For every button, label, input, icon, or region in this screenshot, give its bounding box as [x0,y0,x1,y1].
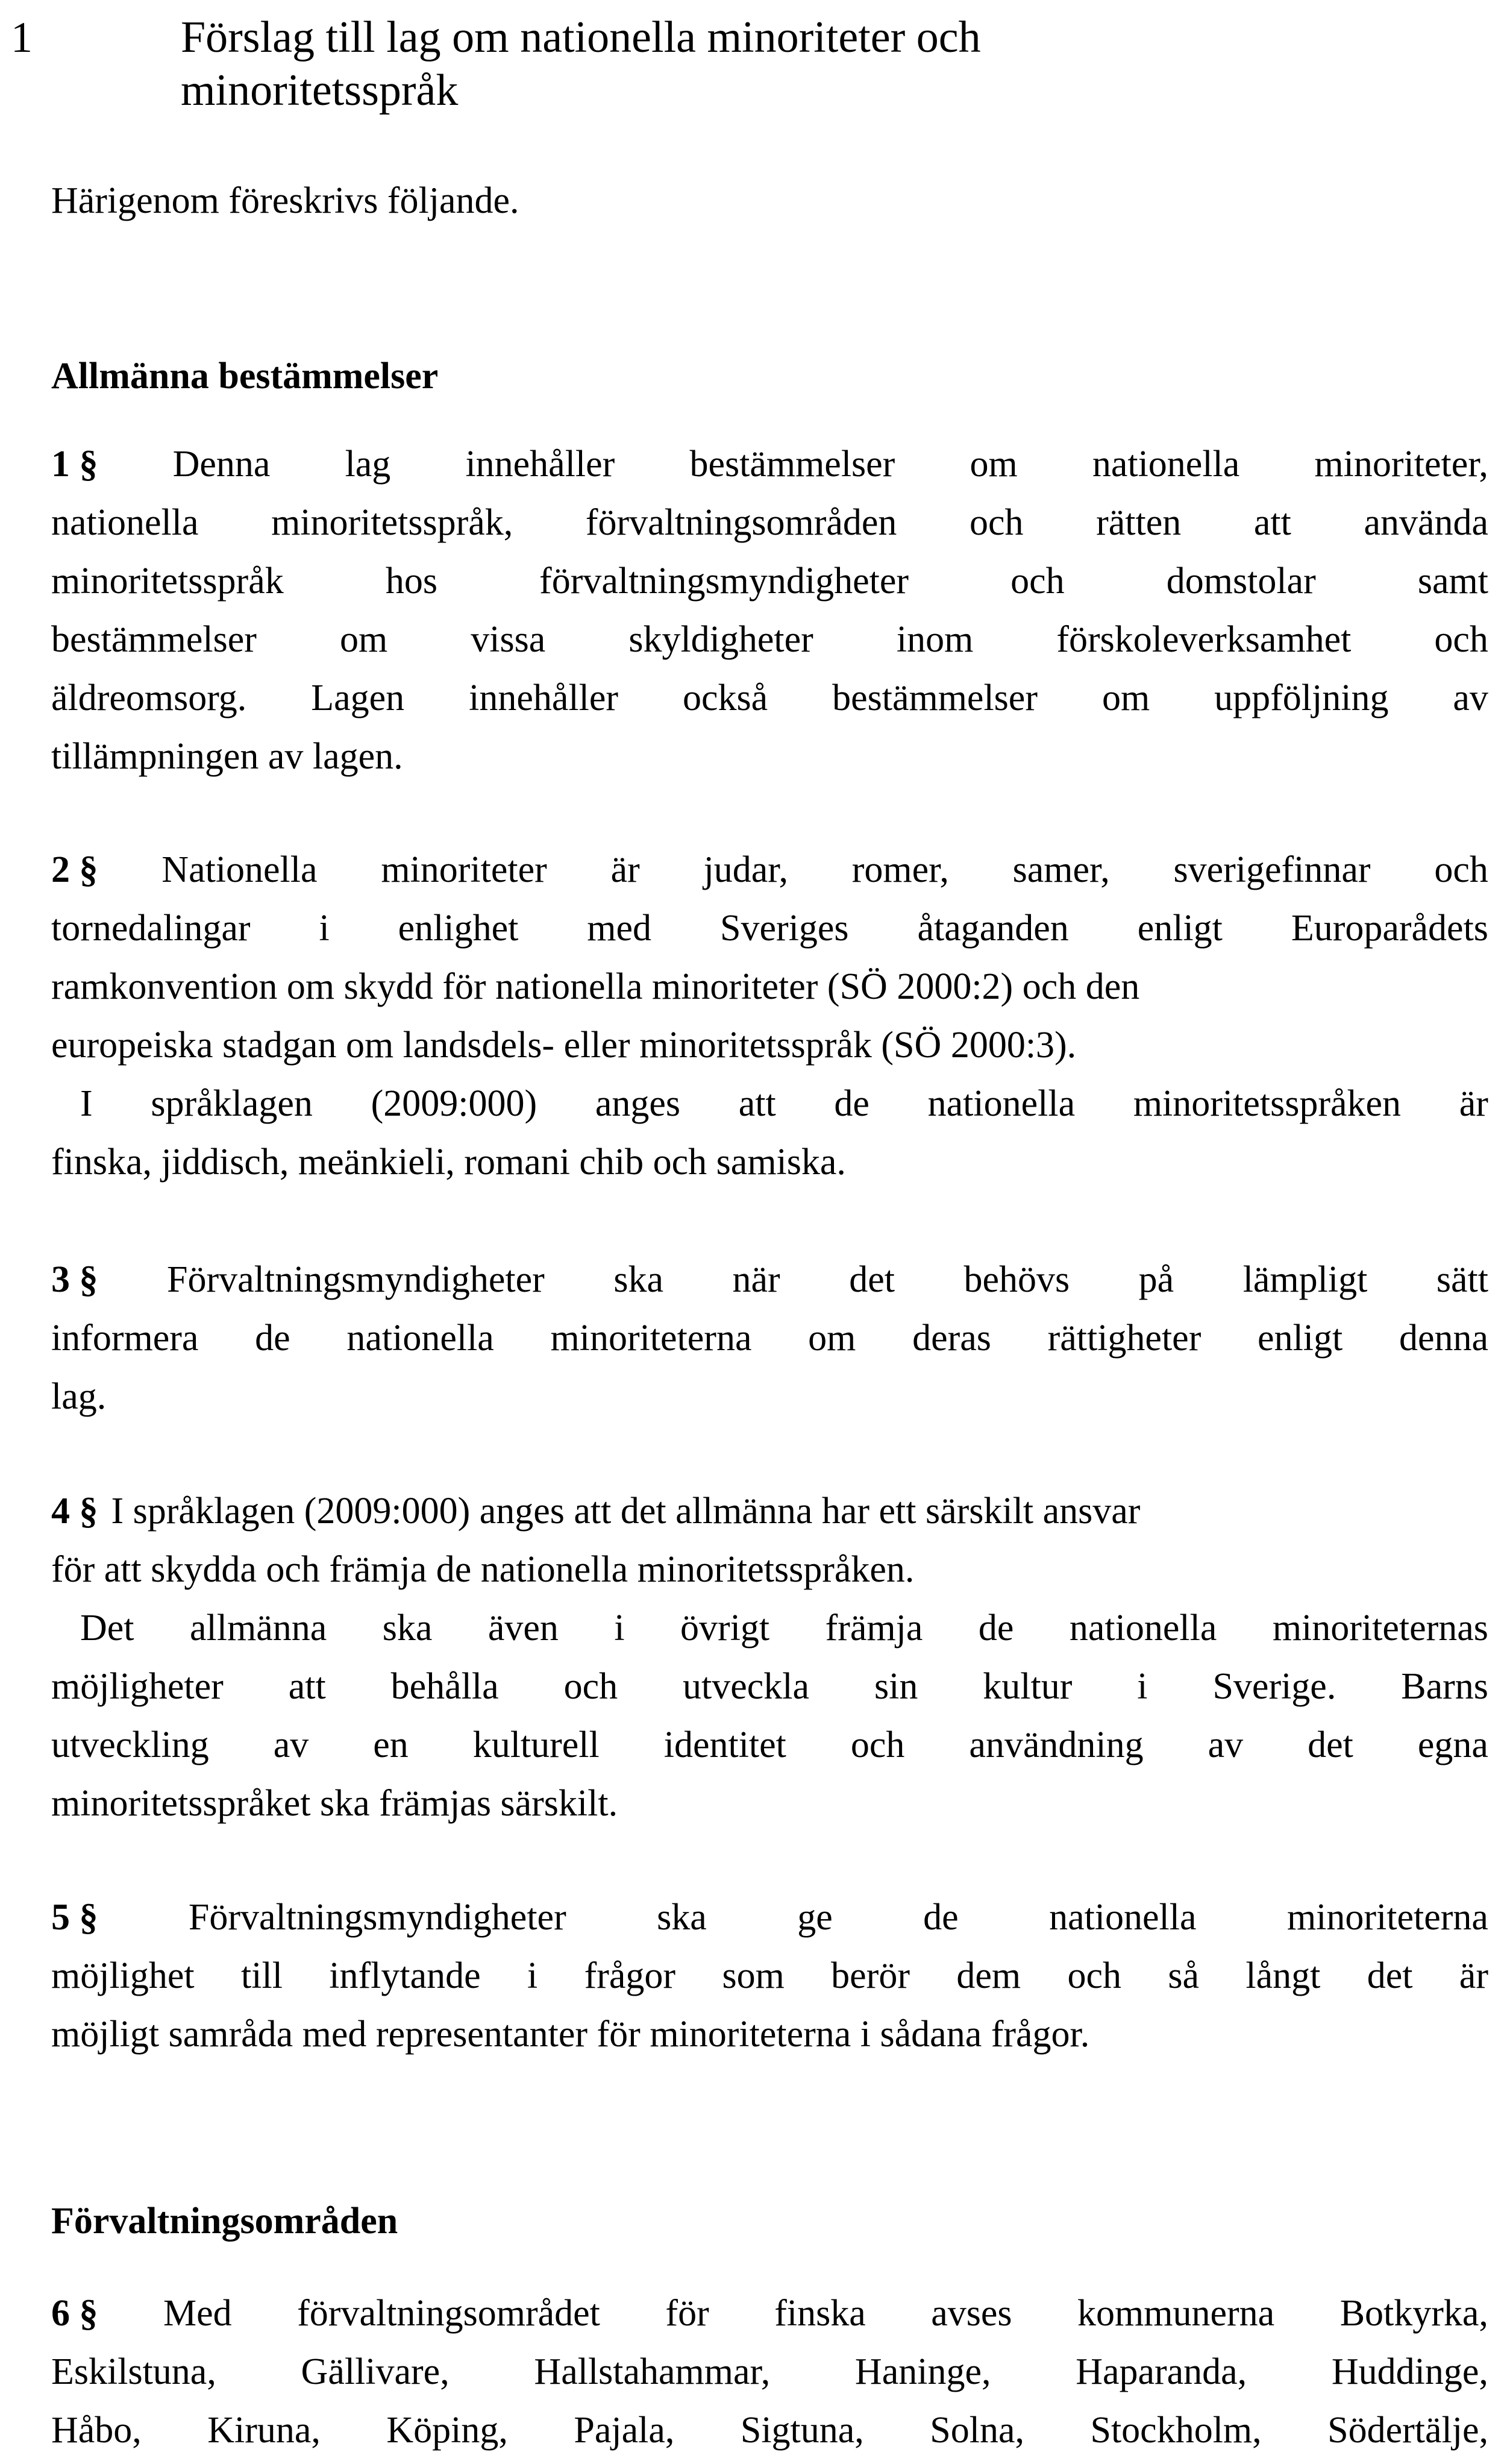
section-1-line-1 [51,435,1488,494]
w: I [80,1083,93,1124]
w: minoritetsspråken [1133,1083,1402,1124]
section-2-sub-line-1 [51,1075,1488,1133]
w: berör [831,1955,910,1996]
chapter-number: 1 [11,13,33,61]
w: i [527,1955,538,1996]
w: enligt [1258,1318,1343,1359]
w: I språklagen (2009:000) anges att det allmänna har ett särskilt ansvar [111,1491,1141,1532]
w: Huddinge, [1331,2351,1488,2392]
heading-administrative-areas: Förvaltningsområden [51,2201,398,2242]
w: Lagen [311,677,405,718]
w: Hallstahammar, [534,2351,771,2392]
w: ska [657,1897,707,1938]
w: Pajala, [574,2410,675,2451]
w: som [722,1955,785,1996]
w: i [319,908,330,949]
w: och [1434,619,1488,660]
w: innehåller [469,677,619,718]
w: lämpligt [1242,1259,1368,1300]
section-3-line-1 [51,1251,1488,1309]
w: möjlighet [51,1955,195,1996]
section-4-line-2 [51,1541,1488,1599]
w: bestämmelser [689,444,895,485]
w: identitet [663,1724,786,1765]
w: även [487,1608,559,1648]
w: är [610,849,640,890]
w: i [1137,1666,1148,1707]
w: ska [382,1608,433,1648]
section-2-line-2 [51,899,1488,958]
w: använda [1364,502,1488,543]
w: av [1208,1724,1244,1765]
section-6-line-1 [51,2284,1488,2343]
w: inflytande [329,1955,481,1996]
w: utveckling [51,1724,209,1765]
w: kultur [983,1666,1073,1707]
section-2-line-1 [51,841,1488,899]
w: minoriteter, [1314,444,1488,485]
w: förvaltningsområden [585,502,897,543]
preamble-text: Härigenom föreskrivs följande. [51,180,519,221]
w: lag [345,444,391,485]
section-2-sub-line-2 [51,1133,1488,1192]
w: minoriteterna [550,1318,752,1359]
w: tillämpningen av lagen. [51,736,403,777]
w: en [373,1724,409,1765]
w: det [849,1259,895,1300]
w: i [614,1608,625,1648]
w: Håbo, [51,2410,142,2451]
w: romer, [851,849,949,890]
w: Botkyrka, [1339,2293,1488,2334]
w: behålla [390,1666,499,1707]
w: enligt [1137,908,1223,949]
w: Köping, [386,2410,508,2451]
w: de [255,1318,290,1359]
w: Haninge, [854,2351,991,2392]
w: de [834,1083,869,1124]
w: sin [874,1666,918,1707]
w: informera [51,1318,199,1359]
w: Förvaltningsmyndigheter [188,1897,566,1938]
w: kulturell [472,1724,600,1765]
w: avses [931,2293,1012,2334]
w: hos [385,561,437,602]
w: av [1453,677,1488,718]
w: möjligheter [51,1666,224,1707]
w: Sverige. [1212,1666,1336,1707]
w: sverigefinnar [1173,849,1371,890]
w: nationella [927,1083,1076,1124]
w: och [1067,1955,1121,1996]
w: Det [80,1608,134,1648]
w: judar, [703,849,788,890]
w: det [1308,1724,1353,1765]
w: Solna, [930,2410,1024,2451]
w: åtaganden [917,908,1069,949]
w: är [1459,1955,1488,1996]
section-6-line-2 [51,2343,1488,2401]
w: när [732,1259,780,1300]
w: Nationella [161,849,318,890]
w: är [1459,1083,1488,1124]
section-2-line-4 [51,1016,1488,1075]
w: deras [912,1318,991,1359]
heading-general-provisions: Allmänna bestämmelser [51,356,439,397]
w: vissa [471,619,546,660]
section-1-line-6 [51,728,1488,786]
w: utveckla [683,1666,810,1707]
w: förvaltningsmyndigheter [539,561,909,602]
w: rättigheter [1047,1318,1202,1359]
w: minoriteternas [1272,1608,1488,1648]
w: finska, jiddisch, meänkieli, romani chib och samiska. [51,1142,846,1183]
section-1-line-3 [51,552,1488,611]
w: för [665,2293,709,2334]
w: Sigtuna, [740,2410,864,2451]
section-4-sub-line-4 [51,1774,1488,1833]
section-5-line-2 [51,1947,1488,2005]
w: Kiruna, [207,2410,321,2451]
w: Europarådets [1291,908,1488,949]
w: minoritetsspråk, [271,502,513,543]
section-6-line-3 [51,2401,1488,2460]
section-3-marker: 3 § [51,1259,98,1300]
w: ge [797,1897,833,1938]
w: möjligt samråda med representanter för minoriteterna i sådana frågor. [51,2014,1090,2055]
section-3-line-2 [51,1309,1488,1368]
w: skyldigheter [628,619,813,660]
section-1-line-4 [51,611,1488,669]
section-4 [51,1482,1488,1833]
w: till [241,1955,283,1996]
w: tornedalingar [51,908,251,949]
w: denna [1399,1318,1488,1359]
w: enlighet [398,908,519,949]
w: uppföljning [1214,677,1389,718]
w: minoriteterna [1286,1897,1488,1938]
w: nationella [1049,1897,1197,1938]
w: de [923,1897,959,1938]
section-1-line-2 [51,494,1488,552]
section-2-line-3 [51,958,1488,1016]
w: frågor [584,1955,676,1996]
w: om [808,1318,856,1359]
w: och [1010,561,1065,602]
section-2-marker: 2 § [51,849,98,890]
w: Denna [172,444,271,485]
w: nationella [51,502,199,543]
w: egna [1417,1724,1488,1765]
section-6 [51,2284,1488,2460]
w: med [587,908,652,949]
w: samt [1417,561,1488,602]
w: språklagen [151,1083,313,1124]
w: bestämmelser [51,619,257,660]
w: så [1168,1955,1199,1996]
w: dem [956,1955,1021,1996]
w: ramkonvention om skydd för nationella minoriteter (SÖ 2000:2) och den [51,966,1140,1007]
w: för att skydda och främja de nationella minoritetsspråken. [51,1549,915,1590]
w: förvaltningsområdet [297,2293,600,2334]
w: Barns [1401,1666,1488,1707]
w: minoritetsspråk [51,561,284,602]
w: finska [774,2293,866,2334]
w: Stockholm, [1090,2410,1262,2451]
w: samer, [1012,849,1110,890]
section-4-line-1 [51,1482,1488,1541]
page-title [181,11,1326,117]
section-4-sub-line-2 [51,1658,1488,1716]
section-5-line-3 [51,2005,1488,2064]
w: på [1138,1259,1174,1300]
w: Gällivare, [301,2351,450,2392]
w: minoriteter [381,849,547,890]
page-title-line-2: minoritetsspråk [181,66,459,115]
page-title-line-1: Förslag till lag om nationella minoriteter och [181,13,981,62]
w: ska [613,1259,663,1300]
w: behövs [963,1259,1070,1300]
w: det [1367,1955,1413,1996]
w: förskoleverksamhet [1056,619,1352,660]
w: Med [163,2293,232,2334]
section-1-marker: 1 § [51,444,98,485]
w: långt [1245,1955,1321,1996]
w: lag. [51,1376,107,1417]
w: att [288,1666,326,1707]
w: anges [595,1083,681,1124]
section-5-marker: 5 § [51,1897,98,1938]
w: också [682,677,768,718]
section-3 [51,1251,1488,1426]
w: de [978,1608,1014,1648]
w: rätten [1096,502,1182,543]
w: inom [896,619,974,660]
section-2 [51,841,1488,1192]
section-4-marker: 4 § [51,1491,98,1532]
w: nationella [1069,1608,1217,1648]
w: Sveriges [719,908,849,949]
w: övrigt [680,1608,770,1648]
w: domstolar [1166,561,1316,602]
section-1 [51,435,1488,786]
w: sätt [1436,1259,1488,1300]
w: främja [825,1608,923,1648]
w: om [1101,677,1150,718]
w: att [738,1083,776,1124]
w: europeiska stadgan om landsdels- eller minoritetsspråk (SÖ 2000:3). [51,1025,1077,1066]
section-3-line-3 [51,1368,1488,1426]
w: av [273,1724,309,1765]
section-5 [51,1888,1488,2064]
section-4-sub-line-3 [51,1716,1488,1774]
w: användning [969,1724,1144,1765]
w: Haparanda, [1076,2351,1247,2392]
w: och [850,1724,905,1765]
w: och [563,1666,618,1707]
w: Förvaltningsmyndigheter [167,1259,545,1300]
w: (2009:000) [371,1083,537,1124]
w: och [1434,849,1488,890]
w: bestämmelser [832,677,1038,718]
w: äldreomsorg. [51,677,247,718]
w: kommunerna [1077,2293,1275,2334]
section-5-line-1 [51,1888,1488,1947]
w: om [339,619,388,660]
w: att [1253,502,1291,543]
w: om [970,444,1018,485]
w: Eskilstuna, [51,2351,216,2392]
w: nationella [346,1318,494,1359]
section-4-sub-line-1 [51,1599,1488,1658]
w: innehåller [465,444,615,485]
w: och [970,502,1024,543]
section-1-line-5 [51,669,1488,728]
w: nationella [1092,444,1240,485]
w: minoritetsspråket ska främjas särskilt. [51,1783,618,1824]
section-6-marker: 6 § [51,2293,98,2334]
w: Södertälje, [1327,2410,1488,2451]
w: allmänna [190,1608,327,1648]
